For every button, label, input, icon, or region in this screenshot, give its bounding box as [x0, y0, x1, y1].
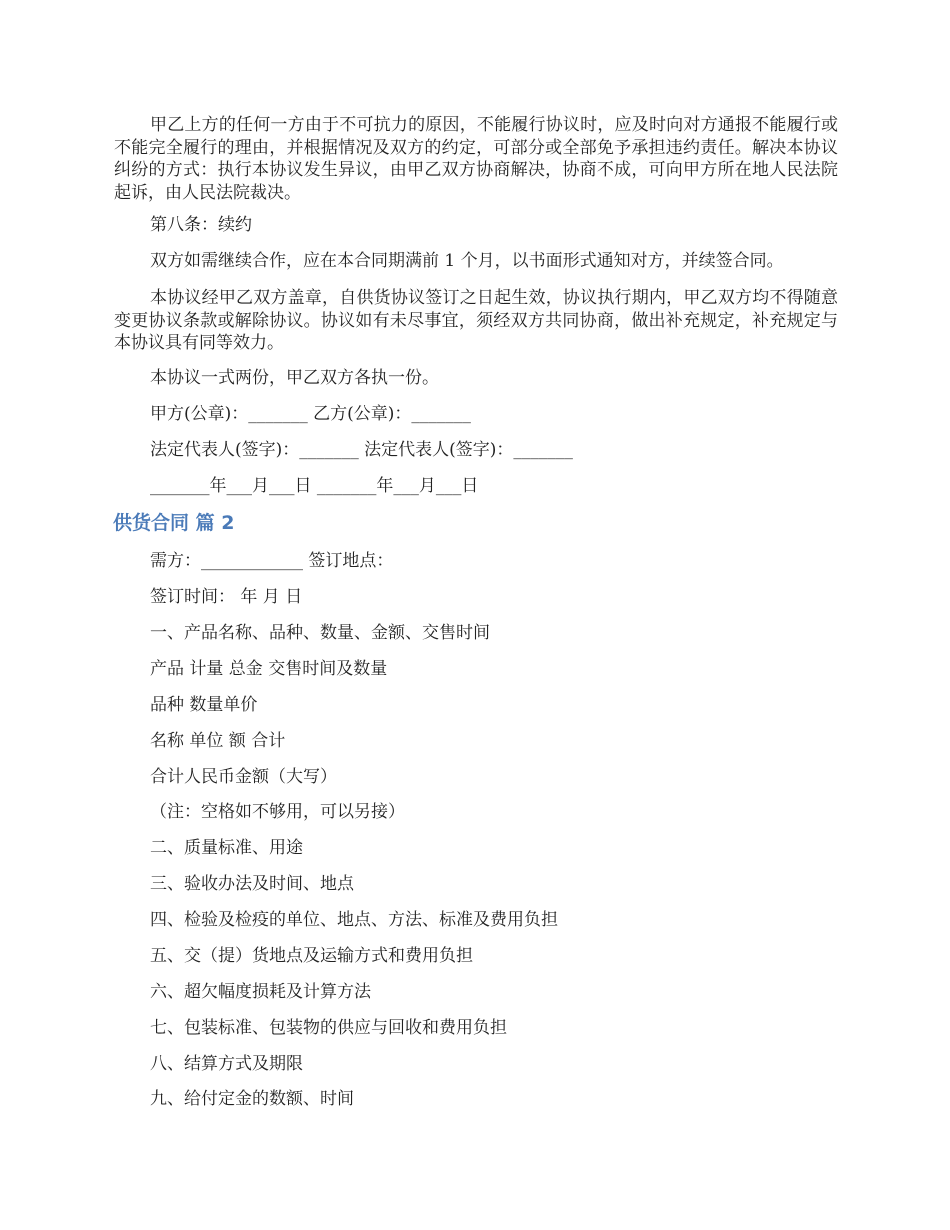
copies-text: 本协议一式两份，甲乙双方各执一份。 — [150, 368, 439, 388]
list-item: 合计人民币金额（大写） — [150, 767, 337, 787]
list-item: （注：空格如不够用，可以另接） — [150, 802, 405, 822]
date-line: _______年___月___日 _______年___月___日 — [150, 476, 479, 496]
seal-signature-line: 甲方(公章)：_______ 乙方(公章)：_______ — [150, 404, 471, 424]
representative-signature-line: 法定代表人(签字)：_______ 法定代表人(签字)：_______ — [150, 440, 573, 460]
list-item: 九、给付定金的数额、时间 — [150, 1089, 354, 1109]
section-2-heading: 供货合同 篇 2 — [113, 512, 235, 534]
list-item: 三、验收办法及时间、地点 — [150, 874, 354, 894]
force-majeure-paragraph: 甲乙上方的任何一方由于不可抗力的原因，不能履行协议时，应及时向对方通报不能履行或不能完全履行的理由，并根据情况及双方的约定，可部分或全部免予承担违约责任。解决本协议纠纷的方式：执行本协议发生异议，由甲乙双方协商解决，协商不成，可向甲方所在地人民法院起诉，由人民法院裁决。 — [114, 115, 838, 203]
list-item: 七、包装标准、包装物的供应与回收和费用负担 — [150, 1018, 507, 1038]
renewal-text: 双方如需继续合作，应在本合同期满前 1 个月，以书面形式通知对方，并续签合同。 — [150, 251, 784, 271]
list-item: 签订时间： 年 月 日 — [150, 587, 303, 607]
list-item: 产品 计量 总金 交售时间及数量 — [150, 659, 388, 679]
list-item: 二、质量标准、用途 — [150, 838, 303, 858]
list-item: 八、结算方式及期限 — [150, 1054, 303, 1074]
article-8-title: 第八条：续约 — [150, 215, 252, 235]
list-item: 品种 数量单价 — [150, 695, 258, 715]
list-item: 六、超欠幅度损耗及计算方法 — [150, 982, 371, 1002]
effective-paragraph: 本协议经甲乙双方盖章，自供货协议签订之日起生效，协议执行期内，甲乙双方均不得随意变更协议条款或解除协议。协议如有未尽事宜，须经双方共同协商，做出补充规定，补充规定与本协议具有同等效力。 — [114, 288, 838, 353]
list-item: 名称 单位 额 合计 — [150, 731, 286, 751]
list-item: 四、检验及检疫的单位、地点、方法、标准及费用负担 — [150, 910, 558, 930]
list-item: 五、交（提）货地点及运输方式和费用负担 — [150, 946, 473, 966]
list-item: 一、产品名称、品种、数量、金额、交售时间 — [150, 623, 490, 643]
list-item: 需方：____________ 签订地点： — [150, 551, 394, 571]
